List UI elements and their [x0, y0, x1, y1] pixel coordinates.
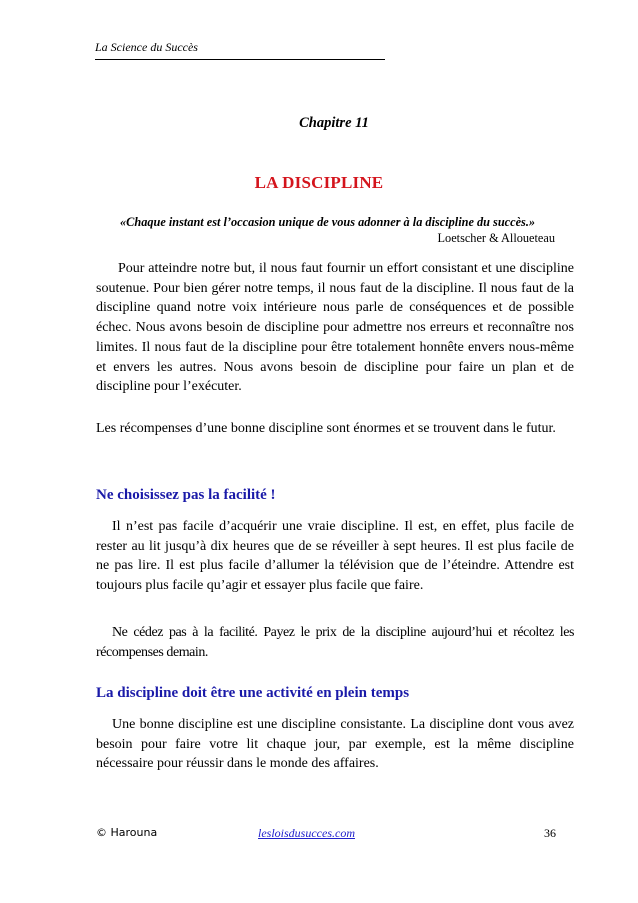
footer-website-link[interactable]: lesloisdusucces.com — [258, 826, 355, 840]
rewards-paragraph: Les récompenses d’une bonne discipline sont énormes et se trouvent dans le futur. — [96, 421, 556, 436]
footer-copyright: © Harouna — [96, 826, 158, 839]
running-header: La Science du Succès — [95, 40, 385, 60]
epigraph-quote: «Chaque instant est l’occasion unique de vous adonner à la discipline du succès.» — [120, 215, 536, 229]
facility-paragraph: Il n’est pas facile d’acquérir une vraie discipline. Il est, en effet, plus facile de rester au lit jusqu’à dix heures que de se réveiller à sept heures. Il est plus facile de ne pas lire. Il est plus facile d’allumer la télévision que de l’éteindre. Attendre est toujours plus facile qu’agir et essayer plus facile que faire. — [96, 519, 574, 594]
epigraph-author: Loetscher & Alloueteau — [437, 231, 555, 245]
section-heading-facility: Ne choisissez pas la facilité ! — [96, 487, 276, 503]
full-time-paragraph: Une bonne discipline est une discipline consistante. La discipline dont vous avez besoin pour faire votre lit chaque jour, par exemple, est la même discipline nécessaire pour réussir dans le monde des affaires. — [96, 717, 574, 772]
section-heading-full-time: La discipline doit être une activité en plein temps — [96, 685, 410, 701]
chapter-title: LA DISCIPLINE — [254, 173, 384, 192]
intro-paragraph: Pour atteindre notre but, il nous faut fournir un effort consistant et une discipline soutenue. Pour bien gérer notre temps, il nous faut de la discipline. Il nous faut de la discipline quand notre voix intérieure nous parle de conséquences et de possible échec. Nous avons besoin de discipline pour admettre nos erreurs et reconnaître nos limites. Il nous faut de la discipline pour être totalement honnête envers nous-même et envers les autres. Nous avons besoin de discipline pour faire un plan et de discipline pour l’exécuter. — [96, 261, 574, 395]
facility-advice-paragraph: Ne cédez pas à la facilité. Payez le prix de la discipline aujourd’hui et récoltez les récompenses demain. — [96, 625, 574, 660]
page-number: 36 — [544, 826, 556, 840]
chapter-number: Chapitre 11 — [299, 115, 369, 131]
